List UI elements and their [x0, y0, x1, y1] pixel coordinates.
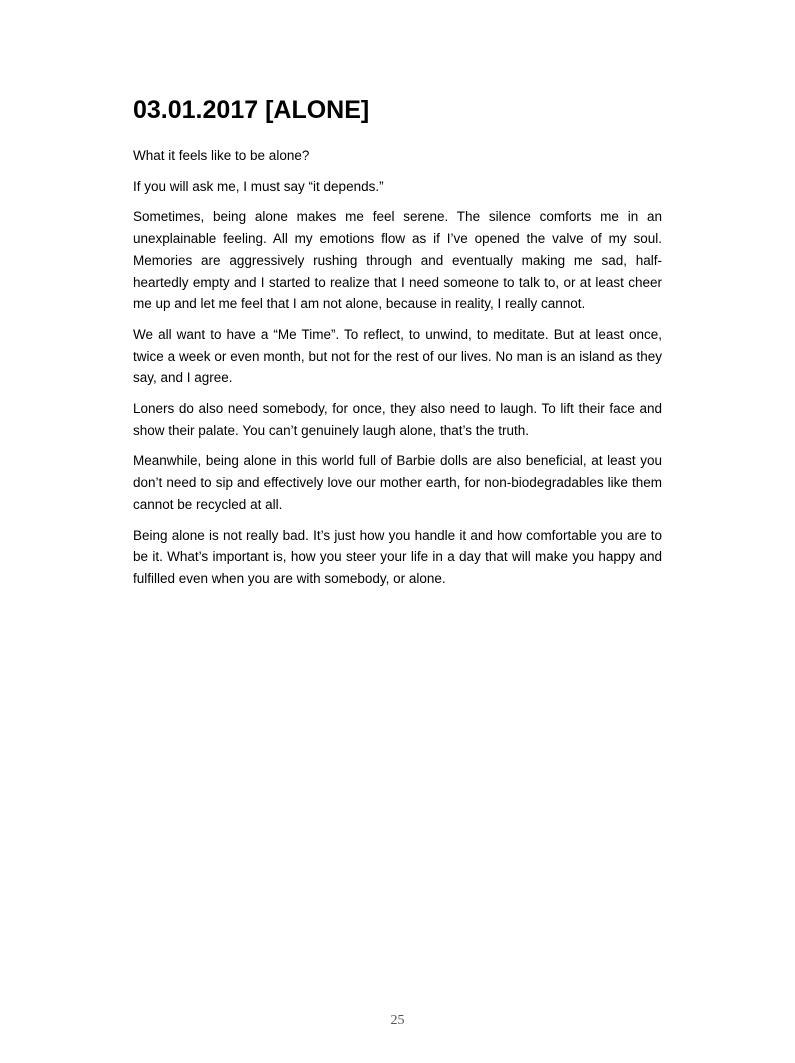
document-body [133, 96, 662, 599]
page-number: 25 [390, 1013, 405, 1028]
paragraph: What it feels like to be alone? [133, 148, 310, 163]
paragraph: Being alone is not really bad. It’s just how you handle it and how comfortable you are to be it. What’s important is, how you steer your life in a day that will make you happy and fulfilled even when you are with somebody, or alone. [133, 527, 662, 586]
paragraph: Sometimes, being alone makes me feel serene. The silence comforts me in an unexplainable feeling. All my emotions flow as if I’ve opened the valve of my soul. Memories are aggressively rushing through and eventually making me sad, half-heartedly empty and I started to realize that I need someone to talk to, or at least cheer me up and let me feel that I am not alone, because in reality, I really cannot. [133, 209, 662, 312]
paragraph: Meanwhile, being alone in this world full of Barbie dolls are also beneficial, at least you don’t need to sip and effectively love our mother earth, for non-biodegradables like them cannot be recycled at all. [133, 453, 662, 512]
entry-title: 03.01.2017 [ALONE] [133, 96, 370, 124]
page-footer [0, 1011, 795, 1029]
paragraph: We all want to have a “Me Time”. To reflect, to unwind, to meditate. But at least once, twice a week or even month, but not for the rest of our lives. No man is an island as they say, and I agree. [133, 326, 662, 386]
paragraph: Loners do also need somebody, for once, they also need to laugh. To lift their face and show their palate. You can’t genuinely laugh alone, that’s the truth. [133, 401, 662, 438]
paragraph: If you will ask me, I must say “it depends.” [133, 178, 384, 194]
